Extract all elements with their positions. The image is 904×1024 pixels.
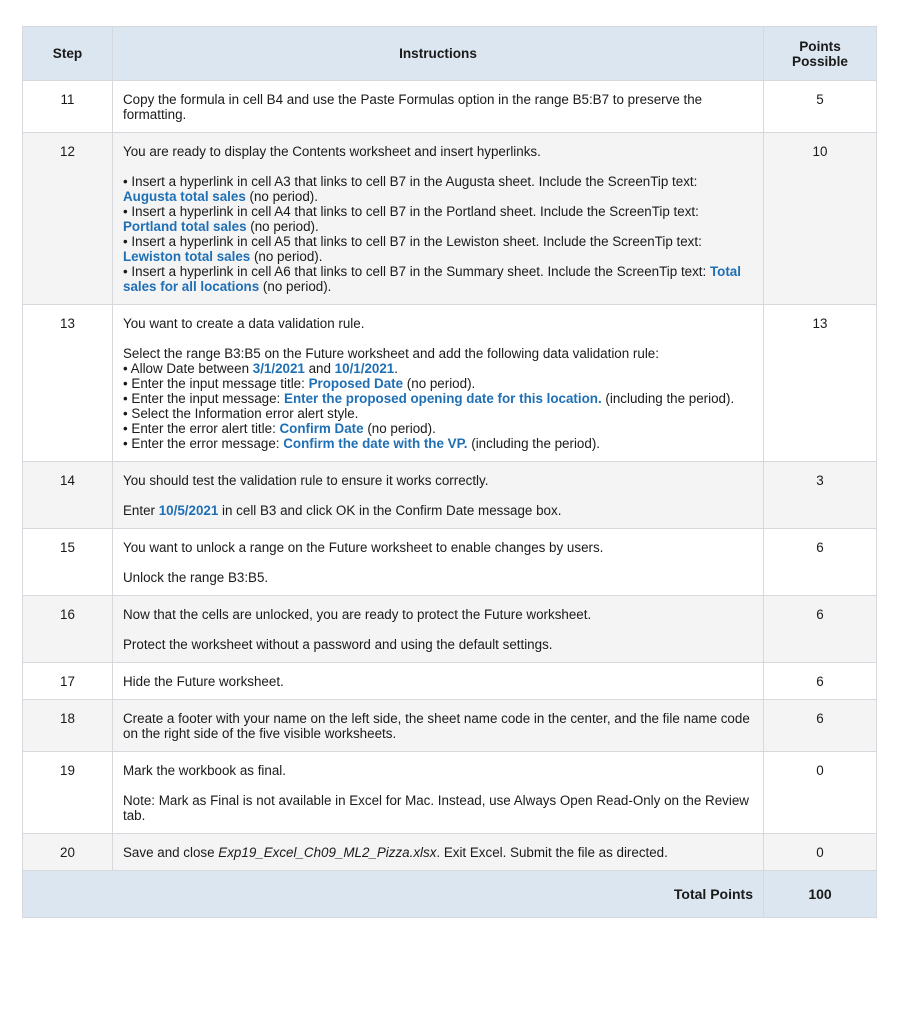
step-number: 20 (23, 834, 113, 871)
table-row (23, 133, 877, 305)
table-row (23, 596, 877, 663)
highlight-text: 10/1/2021 (334, 361, 395, 376)
instruction-cell (113, 462, 764, 529)
instruction-intro: Mark the workbook as final. (123, 763, 286, 778)
bullet-item: • Enter the input message: Enter the proposed opening date for this location. (including the period). (123, 391, 735, 406)
instruction-cell (113, 752, 764, 834)
step-number: 12 (23, 133, 113, 305)
highlight-text: Lewiston total sales (123, 249, 251, 264)
instruction-intro: Now that the cells are unlocked, you are ready to protect the Future worksheet. (123, 607, 592, 622)
highlight-text: 10/5/2021 (158, 503, 219, 518)
points-value: 0 (764, 752, 877, 834)
total-label: Total Points (23, 871, 764, 918)
table-row (23, 529, 877, 596)
instruction-intro: You should test the validation rule to ensure it works correctly. (123, 473, 489, 488)
table-row (23, 462, 877, 529)
instruction-line: Unlock the range B3:B5. (123, 570, 269, 585)
step-number: 11 (23, 81, 113, 133)
table-row (23, 81, 877, 133)
bullet-item: • Insert a hyperlink in cell A3 that links to cell B7 in the Augusta sheet. Include the ScreenTip text: Augusta total sales (no period). (123, 174, 698, 204)
step-number: 13 (23, 305, 113, 462)
table-row (23, 663, 877, 700)
total-row (23, 871, 877, 918)
file-name: Exp19_Excel_Ch09_ML2_Pizza.xlsx (218, 845, 437, 860)
instruction-line: Select the range B3:B5 on the Future worksheet and add the following data validation rule: (123, 346, 659, 361)
points-value: 6 (764, 596, 877, 663)
table-row (23, 752, 877, 834)
bullet-item: • Allow Date between 3/1/2021 and 10/1/2021. (123, 361, 398, 376)
instruction-intro: You want to unlock a range on the Future worksheet to enable changes by users. (123, 540, 604, 555)
instruction-cell (113, 133, 764, 305)
step-number: 14 (23, 462, 113, 529)
points-value: 10 (764, 133, 877, 305)
highlight-text: Proposed Date (308, 376, 404, 391)
bullet-item: • Select the Information error alert style. (123, 406, 359, 421)
instruction-line: Enter 10/5/2021 in cell B3 and click OK in the Confirm Date message box. (123, 503, 562, 518)
points-value: 6 (764, 663, 877, 700)
points-value: 5 (764, 81, 877, 133)
step-number: 17 (23, 663, 113, 700)
bullet-item: • Insert a hyperlink in cell A4 that links to cell B7 in the Portland sheet. Include the ScreenTip text: Portland total sales (no period). (123, 204, 699, 234)
step-number: 19 (23, 752, 113, 834)
highlight-text: Confirm the date with the VP. (283, 436, 468, 451)
highlight-text: Portland total sales (123, 219, 247, 234)
instruction-text: Create a footer with your name on the left side, the sheet name code in the center, and the file name code on the right side of the five visible worksheets. (113, 700, 764, 752)
step-number: 16 (23, 596, 113, 663)
bullet-item: • Insert a hyperlink in cell A6 that links to cell B7 in the Summary sheet. Include the ScreenTip text: Total sales for all locations (no period). (123, 264, 741, 294)
points-value: 0 (764, 834, 877, 871)
instruction-cell (113, 596, 764, 663)
header-row (23, 27, 877, 81)
instruction-line: Note: Mark as Final is not available in Excel for Mac. Instead, use Always Open Read-Only on the Review tab. (123, 793, 749, 823)
instruction-intro: You are ready to display the Contents worksheet and insert hyperlinks. (123, 144, 541, 159)
points-value: 3 (764, 462, 877, 529)
instruction-intro: You want to create a data validation rule. (123, 316, 365, 331)
bullet-item: • Enter the error alert title: Confirm Date (no period). (123, 421, 436, 436)
header-step: Step (23, 27, 113, 81)
points-value: 6 (764, 529, 877, 596)
instruction-cell: Save and close Exp19_Excel_Ch09_ML2_Pizza.xlsx. Exit Excel. Submit the file as directed. (113, 834, 764, 871)
bullet-item: • Insert a hyperlink in cell A5 that links to cell B7 in the Lewiston sheet. Include the ScreenTip text: Lewiston total sales (no period). (123, 234, 702, 264)
highlight-text: Augusta total sales (123, 189, 246, 204)
header-instructions: Instructions (113, 27, 764, 81)
total-value: 100 (764, 871, 877, 918)
instruction-cell (113, 529, 764, 596)
table-row (23, 700, 877, 752)
bullet-item: • Enter the input message title: Proposed Date (no period). (123, 376, 476, 391)
header-points: Points Possible (764, 27, 877, 81)
table-row (23, 834, 877, 871)
highlight-text: Confirm Date (279, 421, 364, 436)
instruction-cell (113, 305, 764, 462)
highlight-text: 3/1/2021 (252, 361, 305, 376)
step-number: 15 (23, 529, 113, 596)
instruction-line: Protect the worksheet without a password and using the default settings. (123, 637, 553, 652)
highlight-text: Total sales for all locations (123, 264, 741, 294)
highlight-text: Enter the proposed opening date for this location. (284, 391, 602, 406)
points-value: 6 (764, 700, 877, 752)
instructions-table (22, 26, 877, 918)
step-number: 18 (23, 700, 113, 752)
points-value: 13 (764, 305, 877, 462)
bullet-item: • Enter the error message: Confirm the date with the VP. (including the period). (123, 436, 601, 451)
instruction-text: Hide the Future worksheet. (113, 663, 764, 700)
table-row (23, 305, 877, 462)
instruction-text: Copy the formula in cell B4 and use the Paste Formulas option in the range B5:B7 to preserve the formatting. (113, 81, 764, 133)
